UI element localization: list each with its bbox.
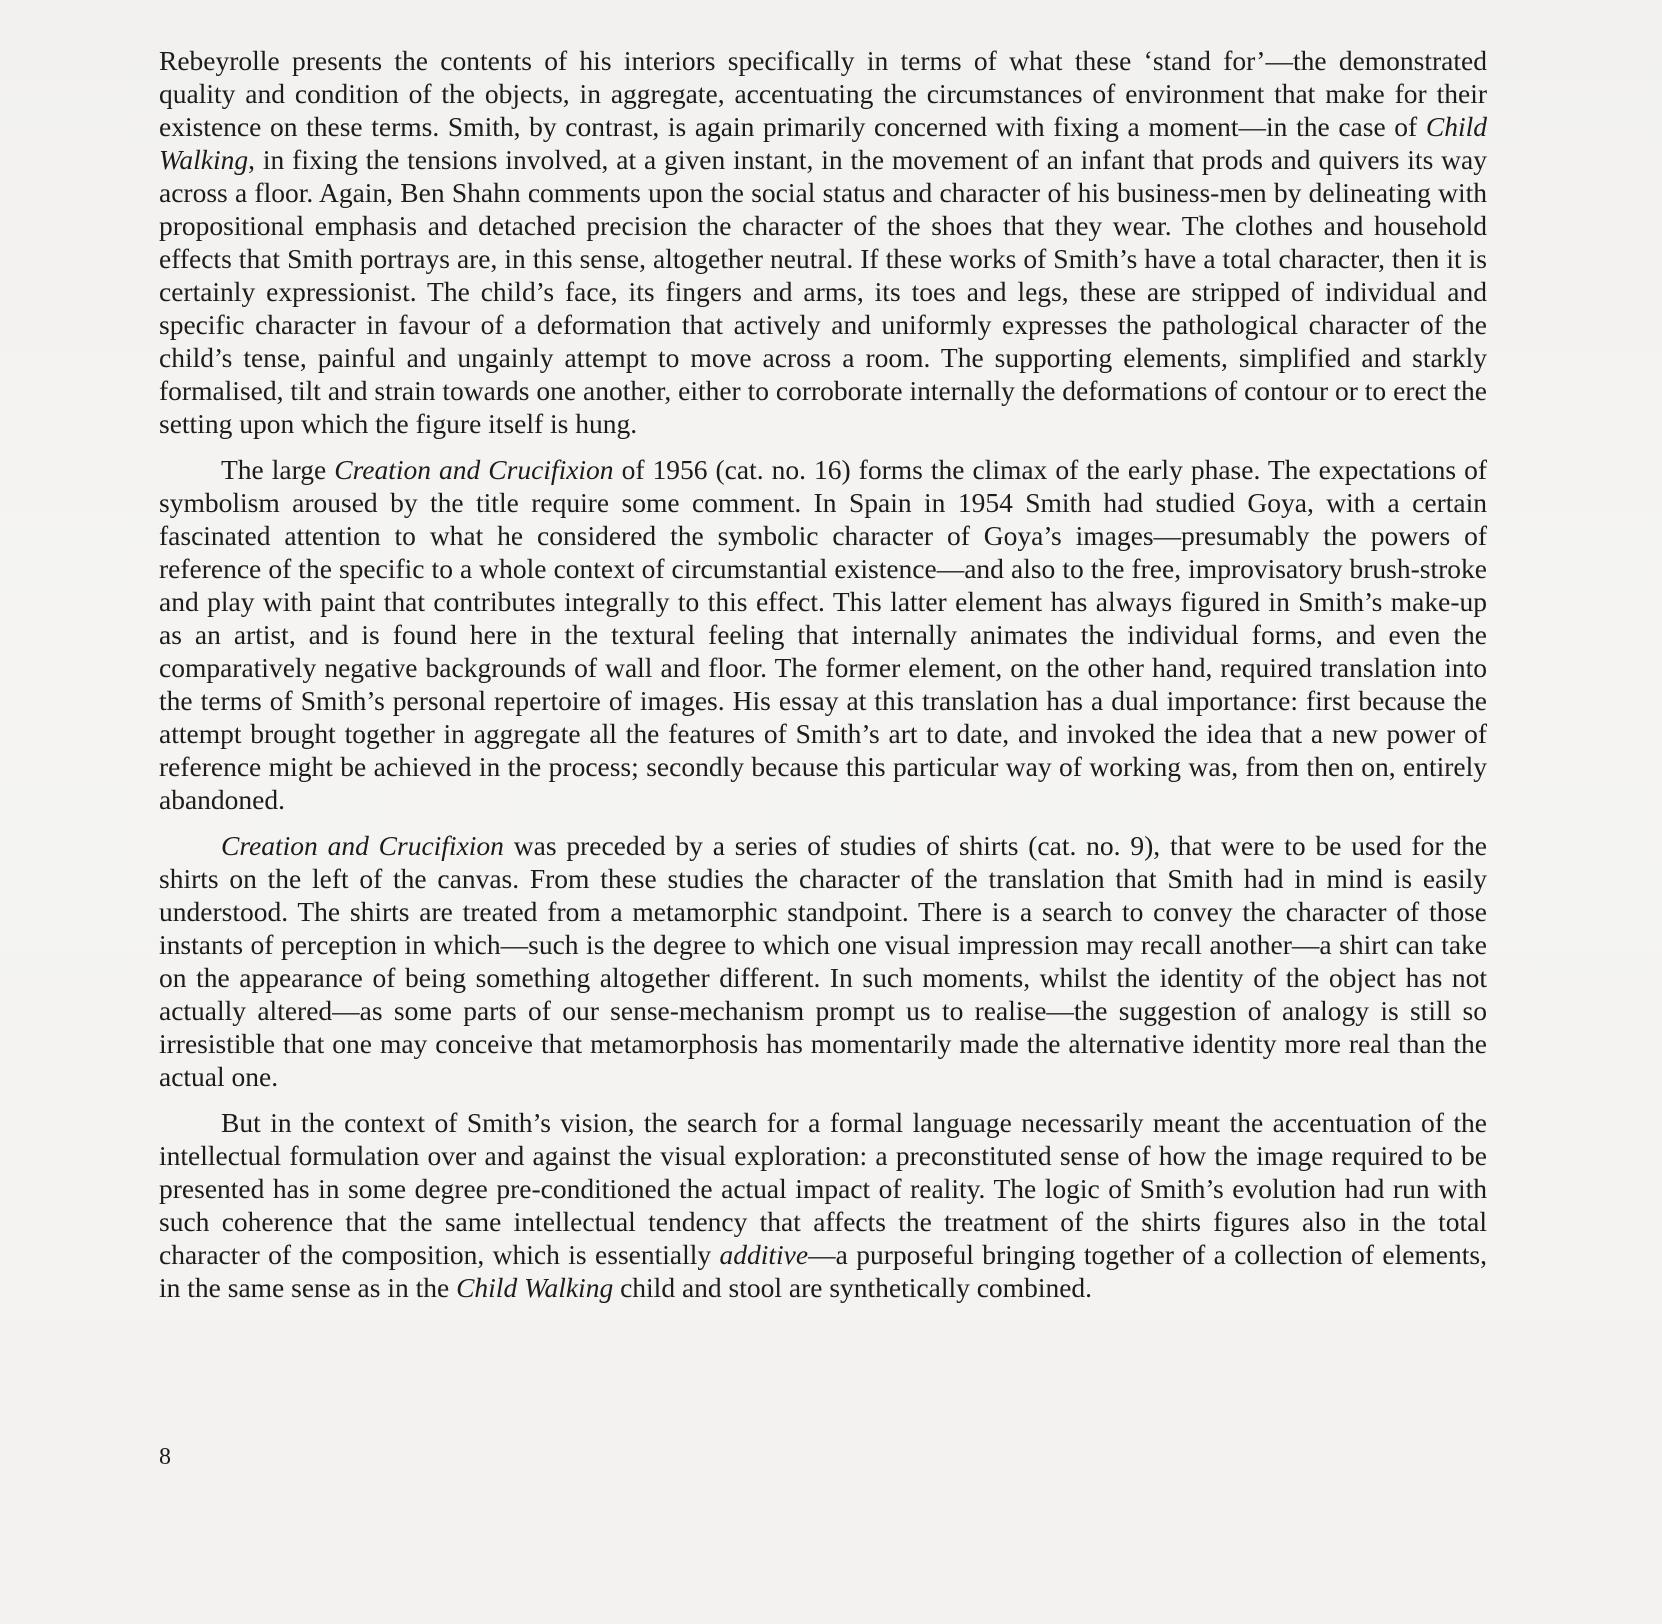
text-run: The large: [221, 454, 335, 485]
text-run: , in fixing the tensions involved, at a given instant, in the movement of an infant that prods and quivers its way across a floor. Again, Ben Shahn comments upon the social status and character of his business-men by delineating with propositional emphasis and detached precision the character of the shoes that they wear. The clothes and household effects that Smith portrays are, in this sense, altogether neutral. If these works of Smith’s have a total character, then it is certainly expressionist. The child’s face, its fingers and arms, its toes and legs, these are stripped of individual and specific character in favour of a deformation that actively and uniformly expresses the pathological character of the child’s tense, painful and ungainly attempt to move across a room. The supporting elements, simplified and starkly formalised, tilt and strain towards one another, either to corroborate internally the deformations of contour or to erect the setting upon which the figure itself is hung.: [159, 144, 1487, 439]
italic-title: Child Walking: [159, 111, 1487, 175]
italic-title: additive: [719, 1239, 809, 1270]
body-text: [159, 44, 1487, 1304]
text-run: —a purposeful bringing together of a collection of elements, in the same sense as in the: [159, 1239, 1487, 1303]
page-number: 8: [159, 1444, 171, 1470]
italic-title: Creation and Crucifixion: [221, 830, 504, 861]
text-run: Rebeyrolle presents the contents of his interiors specifically in terms of what these ‘stand for’—the demonstrated quality and condition of the objects, in aggregate, accentuating the circumstances of environment that make for their existence on these terms. Smith, by contrast, is again primarily concerned with fixing a moment—in the case of: [159, 45, 1487, 142]
paragraph: [159, 44, 1487, 440]
text-run: was preceded by a series of studies of shirts (cat. no. 9), that were to be used for the shirts on the left of the canvas. From these studies the character of the translation that Smith had in mind is easily understood. The shirts are treated from a metamorphic standpoint. There is a search to convey the character of those instants of perception in which—such is the degree to which one visual impression may recall another—a shirt can take on the appearance of being something altogether different. In such moments, whilst the identity of the object has not actually altered—as some parts of our sense-mechanism prompt us to realise—the suggestion of analogy is still so irresistible that one may conceive that metamorphosis has momentarily made the alternative identity more real than the actual one.: [159, 830, 1487, 1092]
italic-title: Child Walking: [456, 1272, 614, 1303]
text-run: of 1956 (cat. no. 16) forms the climax of the early phase. The expectations of symbolism aroused by the title require some comment. In Spain in 1954 Smith had studied Goya, with a certain fascinated attention to what he considered the symbolic character of Goya’s images—presumably the powers of reference of the specific to a whole context of circumstantial existence—and also to the free, improvisatory brush-stroke and play with paint that contributes integrally to this effect. This latter element has always figured in Smith’s make-up as an artist, and is found here in the textural feeling that internally animates the individual forms, and even the comparatively negative backgrounds of wall and floor. The former element, on the other hand, required translation into the terms of Smith’s personal repertoire of images. His essay at this translation has a dual importance: first because the attempt brought together in aggregate all the features of Smith’s art to date, and invoked the idea that a new power of reference might be achieved in the process; secondly because this particular way of working was, from then on, entirely abandoned.: [159, 454, 1487, 815]
paragraph: [159, 1106, 1487, 1304]
text-run: child and stool are synthetically combined.: [613, 1272, 1093, 1303]
text-run: But in the context of Smith’s vision, the search for a formal language necessarily meant the accentuation of the intellectual formulation over and against the visual exploration: a preconstituted sense of how the image required to be presented has in some degree pre-conditioned the actual impact of reality. The logic of Smith’s evolution had run with such coherence that the same intellectual tendency that affects the treatment of the shirts figures also in the total character of the composition, which is essentially: [159, 1107, 1487, 1270]
paragraph: [159, 453, 1487, 816]
paragraph: [159, 829, 1487, 1093]
italic-title: Creation and Crucifixion: [334, 454, 614, 485]
